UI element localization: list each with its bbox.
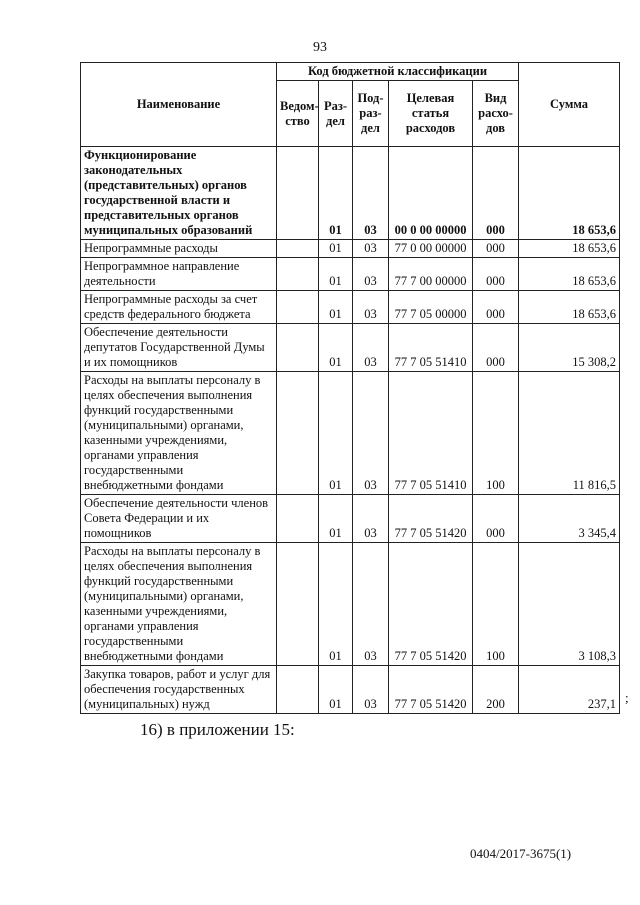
- header-razdel: Раз-дел: [319, 81, 353, 147]
- row-vedomstvo: [277, 258, 319, 291]
- row-sum: 18 653,6: [519, 258, 620, 291]
- row-vedomstvo: [277, 240, 319, 258]
- row-target: 77 7 00 00000: [389, 258, 473, 291]
- row-razdel: 01: [319, 240, 353, 258]
- table-row: [81, 240, 620, 258]
- row-vedomstvo: [277, 291, 319, 324]
- row-podrazdel: 03: [353, 543, 389, 666]
- row-vid: 000: [473, 495, 519, 543]
- row-sum: 237,1: [519, 666, 620, 714]
- row-vid: 000: [473, 147, 519, 240]
- row-sum: 18 653,6: [519, 240, 620, 258]
- row-vedomstvo: [277, 543, 319, 666]
- row-podrazdel: 03: [353, 324, 389, 372]
- row-name: Непрограммные расходы: [81, 240, 277, 258]
- header-vid: Вид расхо-дов: [473, 81, 519, 147]
- row-vedomstvo: [277, 666, 319, 714]
- row-vid: 100: [473, 372, 519, 495]
- table-row: [81, 666, 620, 714]
- table-row: [81, 495, 620, 543]
- row-sum: 11 816,5: [519, 372, 620, 495]
- page-number: 93: [313, 40, 327, 55]
- row-name: Обеспечение деятельности членов Совета Федерации и их помощников: [81, 495, 277, 543]
- row-podrazdel: 03: [353, 291, 389, 324]
- row-target: 77 7 05 51420: [389, 495, 473, 543]
- row-podrazdel: 03: [353, 258, 389, 291]
- row-podrazdel: 03: [353, 147, 389, 240]
- row-name: Функционирование законодательных (представительных) органов государственной власти и представительных органов муниципальных образований: [81, 147, 277, 240]
- header-name: Наименование: [81, 63, 277, 147]
- row-vedomstvo: [277, 372, 319, 495]
- row-vid: 200: [473, 666, 519, 714]
- row-vid: 000: [473, 258, 519, 291]
- row-sum: 15 308,2: [519, 324, 620, 372]
- row-target: 77 0 00 00000: [389, 240, 473, 258]
- table-row: [81, 543, 620, 666]
- row-target: 00 0 00 00000: [389, 147, 473, 240]
- table-row: [81, 258, 620, 291]
- header-target: Целевая статья расходов: [389, 81, 473, 147]
- row-name: Расходы на выплаты персоналу в целях обеспечения выполнения функций государственными (муниципальными) органами, казенными учреждениями, органами управления государственными внебюджетными фондами: [81, 372, 277, 495]
- row-podrazdel: 03: [353, 666, 389, 714]
- row-vid: 100: [473, 543, 519, 666]
- row-razdel: 01: [319, 543, 353, 666]
- row-vid: 000: [473, 324, 519, 372]
- row-target: 77 7 05 51410: [389, 324, 473, 372]
- header-sum: Сумма: [519, 63, 620, 147]
- header-budget-code: Код бюджетной классификации: [277, 63, 519, 81]
- row-sum: 3 108,3: [519, 543, 620, 666]
- trailing-semicolon: ;: [625, 690, 629, 705]
- row-razdel: 01: [319, 666, 353, 714]
- row-sum: 3 345,4: [519, 495, 620, 543]
- row-target: 77 7 05 51420: [389, 543, 473, 666]
- table-row: [81, 372, 620, 495]
- row-razdel: 01: [319, 324, 353, 372]
- row-target: 77 7 05 51420: [389, 666, 473, 714]
- row-target: 77 7 05 00000: [389, 291, 473, 324]
- row-vedomstvo: [277, 324, 319, 372]
- row-vid: 000: [473, 240, 519, 258]
- row-razdel: 01: [319, 495, 353, 543]
- row-vedomstvo: [277, 147, 319, 240]
- table-row: [81, 291, 620, 324]
- row-razdel: 01: [319, 147, 353, 240]
- row-sum: 18 653,6: [519, 291, 620, 324]
- row-razdel: 01: [319, 372, 353, 495]
- row-target: 77 7 05 51410: [389, 372, 473, 495]
- row-razdel: 01: [319, 258, 353, 291]
- row-vedomstvo: [277, 495, 319, 543]
- table-row: [81, 147, 620, 240]
- row-podrazdel: 03: [353, 495, 389, 543]
- budget-table: [80, 62, 620, 714]
- row-name: Непрограммные расходы за счет средств федерального бюджета: [81, 291, 277, 324]
- row-razdel: 01: [319, 291, 353, 324]
- row-name: Закупка товаров, работ и услуг для обеспечения государственных (муниципальных) нужд: [81, 666, 277, 714]
- row-name: Непрограммное направление деятельности: [81, 258, 277, 291]
- row-sum: 18 653,6: [519, 147, 620, 240]
- row-vid: 000: [473, 291, 519, 324]
- row-podrazdel: 03: [353, 372, 389, 495]
- header-vedomstvo: Ведом-ство: [277, 81, 319, 147]
- document-code: 0404/2017-3675(1): [470, 846, 572, 861]
- header-podrazdel: Под-раз-дел: [353, 81, 389, 147]
- row-podrazdel: 03: [353, 240, 389, 258]
- item-16-text: 16) в приложении 15:: [140, 720, 295, 739]
- row-name: Расходы на выплаты персоналу в целях обеспечения выполнения функций государственными (муниципальными) органами, казенными учреждениями, органами управления государственными внебюджетными фондами: [81, 543, 277, 666]
- table-row: [81, 324, 620, 372]
- row-name: Обеспечение деятельности депутатов Государственной Думы и их помощников: [81, 324, 277, 372]
